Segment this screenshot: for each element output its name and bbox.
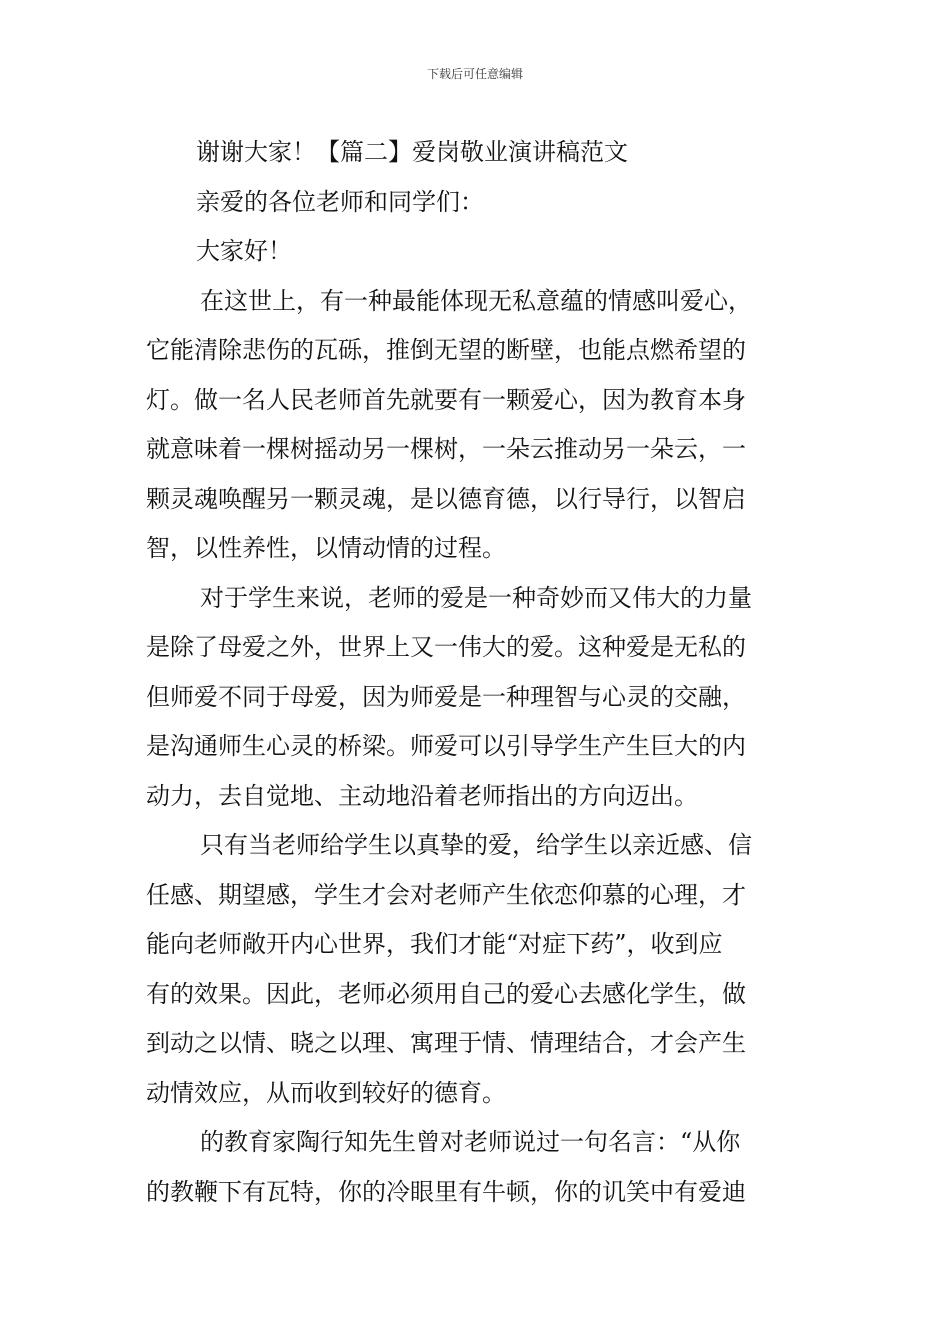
document-line: 在这世上，有一种最能体现无私意蕴的情感叫爱心，: [200, 286, 752, 315]
document-line: 是除了母爱之外，世界上又一伟大的爱。这种爱是无私的: [146, 633, 746, 661]
document-line: 只有当老师给学生以真挚的爱，给学生以亲近感、信: [200, 831, 752, 859]
document-line: 大家好！: [196, 237, 292, 265]
document-line: 它能清除悲伤的瓦砾，推倒无望的断壁，也能点燃希望的: [146, 336, 746, 364]
document-line: 动情效应，从而收到较好的德育。: [146, 1078, 506, 1107]
document-line: 灯。做一名人民老师首先就要有一颗爱心，因为教育本身: [146, 385, 746, 414]
document-line: 但师爱不同于母爱，因为师爱是一种理智与心灵的交融，: [146, 682, 746, 711]
document-line: 谢谢大家！【篇二】爱岗敬业演讲稿范文: [196, 138, 628, 166]
document-line: 有的效果。因此，老师必须用自己的爱心去感化学生，做: [146, 979, 746, 1008]
document-line: 任感、期望感，学生才会对老师产生依恋仰慕的心理，才: [146, 880, 746, 909]
document-line: 就意味着一棵树摇动另一棵树，一朵云推动另一朵云，一: [146, 435, 746, 463]
document-line: 能向老师敞开内心世界，我们才能“对症下药”，收到应: [146, 930, 723, 958]
document-line: 是沟通师生心灵的桥梁。师爱可以引导学生产生巨大的内: [146, 732, 746, 760]
document-body: [146, 128, 808, 1217]
document-line: 的教鞭下有瓦特，你的冷眼里有牛顿，你的讥笑中有爱迪: [146, 1177, 746, 1206]
document-line: 颗灵魂唤醒另一颗灵魂，是以德育德，以行导行，以智启: [146, 484, 746, 513]
page-header: 下载后可任意编辑: [426, 67, 523, 81]
document-line: 对于学生来说，老师的爱是一种奇妙而又伟大的力量: [200, 583, 752, 612]
document-line: 动力，去自觉地、主动地沿着老师指出的方向迈出。: [146, 781, 698, 810]
document-line: 的教育家陶行知先生曾对老师说过一句名言：“从你: [200, 1128, 741, 1156]
document-line: 智，以性养性，以情动情的过程。: [146, 534, 506, 562]
document-line: 到动之以情、晓之以理、寓理于情、情理结合，才会产生: [146, 1029, 746, 1057]
document-line: 亲爱的各位老师和同学们：: [196, 187, 484, 216]
